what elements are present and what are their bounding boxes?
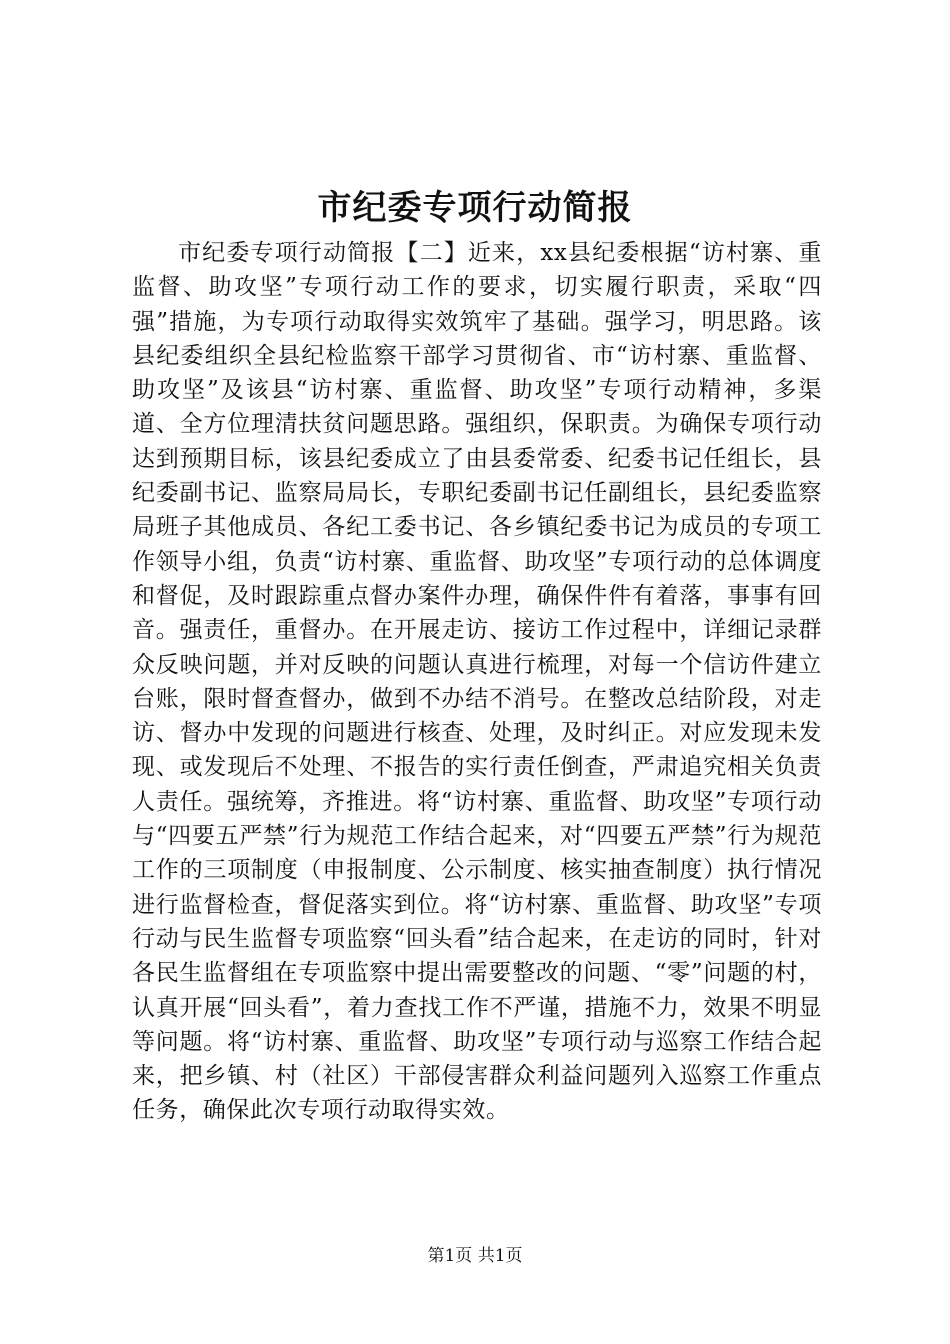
document-body-paragraph: 市纪委专项行动简报【二】近来，xx县纪委根据“访村寨、重监督、助攻坚”专项行动工作的要求，切实履行职责，采取“四强”措施，为专项行动取得实效筑牢了基础。强学习，明思路。该县纪委组织全县纪检监察干部学习贯彻省、市“访村寨、重监督、助攻坚”及该县“访村寨、重监督、助攻坚”专项行动精神，多渠道、全方位理清扶贫问题思路。强组织，保职责。为确保专项行动达到预期目标，该县纪委成立了由县委常委、纪委书记任组长，县纪委副书记、监察局局长，专职纪委副书记任副组长，县纪委监察局班子其他成员、各纪工委书记、各乡镇纪委书记为成员的专项工作领导小组，负责“访村寨、重监督、助攻坚”专项行动的总体调度和督促，及时跟踪重点督办案件办理，确保件件有着落，事事有回音。强责任，重督办。在开展走访、接访工作过程中，详细记录群众反映问题，并对反映的问题认真进行梳理，对每一个信访件建立台账，限时督查督办，做到不办结不消号。在整改总结阶段，对走访、督办中发现的问题进行核查、处理，及时纠正。对应发现未发现、或发现后不处理、不报告的实行责任倒查，严肃追究相关负责人责任。强统筹，齐推进。将“访村寨、重监督、助攻坚”专项行动与“四要五严禁”行为规范工作结合起来，对“四要五严禁”行为规范工作的三项制度（申报制度、公示制度、核实抽查制度）执行情况进行监督检查，督促落实到位。将“访村寨、重监督、助攻坚”专项行动与民生监督专项监察“回头看”结合起来，在走访的同时，针对各民生监督组在专项监察中提出需要整改的问题、“零”问题的村，认真开展“回头看”，着力查找工作不严谨，措施不力，效果不明显等问题。将“访村寨、重监督、助攻坚”专项行动与巡察工作结合起来，把乡镇、村（社区）干部侵害群众利益问题列入巡察工作重点任务，确保此次专项行动取得实效。 — [132, 240, 822, 1124]
document-title: 市纪委专项行动简报 — [317, 188, 633, 228]
page-number-footer: 第1页 共1页 — [427, 1246, 523, 1266]
